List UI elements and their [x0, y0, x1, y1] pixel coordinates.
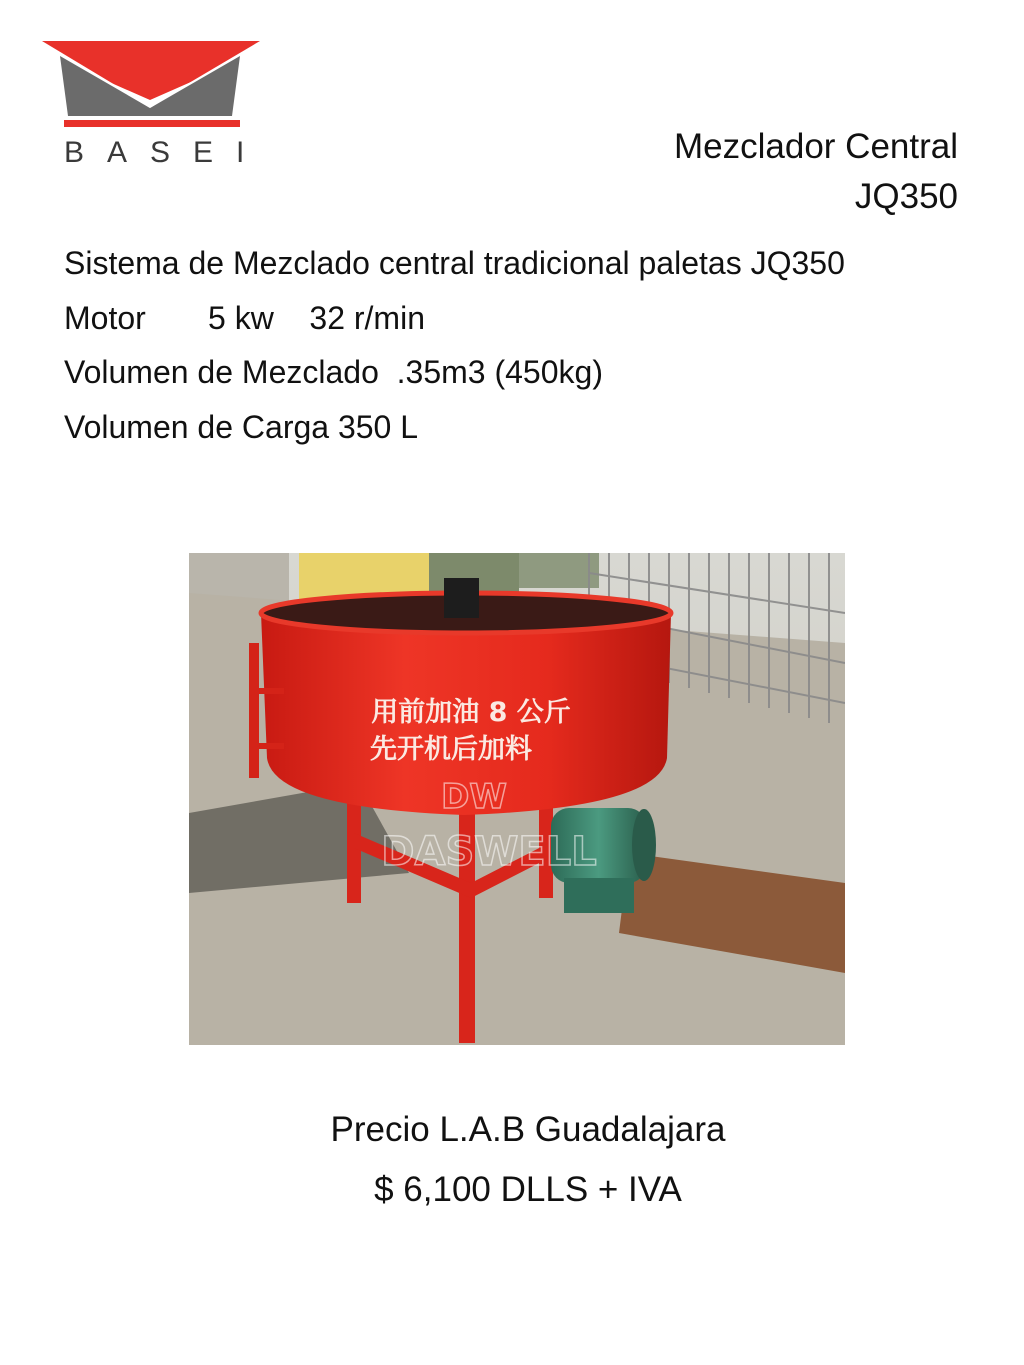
- brand-wordmark: BASEI: [64, 136, 268, 169]
- price-location: Precio L.A.B Guadalajara: [330, 1110, 726, 1149]
- watermark-bottom: DASWELL: [381, 829, 597, 875]
- spec-line: Sistema de Mezclado central tradicional paletas JQ350: [64, 245, 845, 281]
- drum-sign-line-2: 先开机后加料: [370, 734, 532, 765]
- drum-sign-line-1: 用前加油 8 公斤: [371, 697, 571, 728]
- spec-line: Volumen de Carga 350 L: [64, 408, 419, 445]
- watermark-top: DW: [441, 777, 507, 817]
- mixer-photo-illustration: [189, 553, 845, 1045]
- price-amount: $ 6,100 DLLS + IVA: [374, 1170, 682, 1209]
- title-line-1: Mezclador Central: [674, 127, 958, 166]
- page-title: [674, 122, 958, 222]
- price-block: [0, 1100, 1024, 1220]
- spec-list: [64, 236, 845, 454]
- spec-line: Volumen de Mezclado .35m3 (450kg): [64, 354, 603, 390]
- title-line-2: JQ350: [854, 177, 958, 216]
- spec-line: Motor 5 kw 32 r/min: [64, 299, 425, 336]
- product-photo: [189, 553, 845, 1045]
